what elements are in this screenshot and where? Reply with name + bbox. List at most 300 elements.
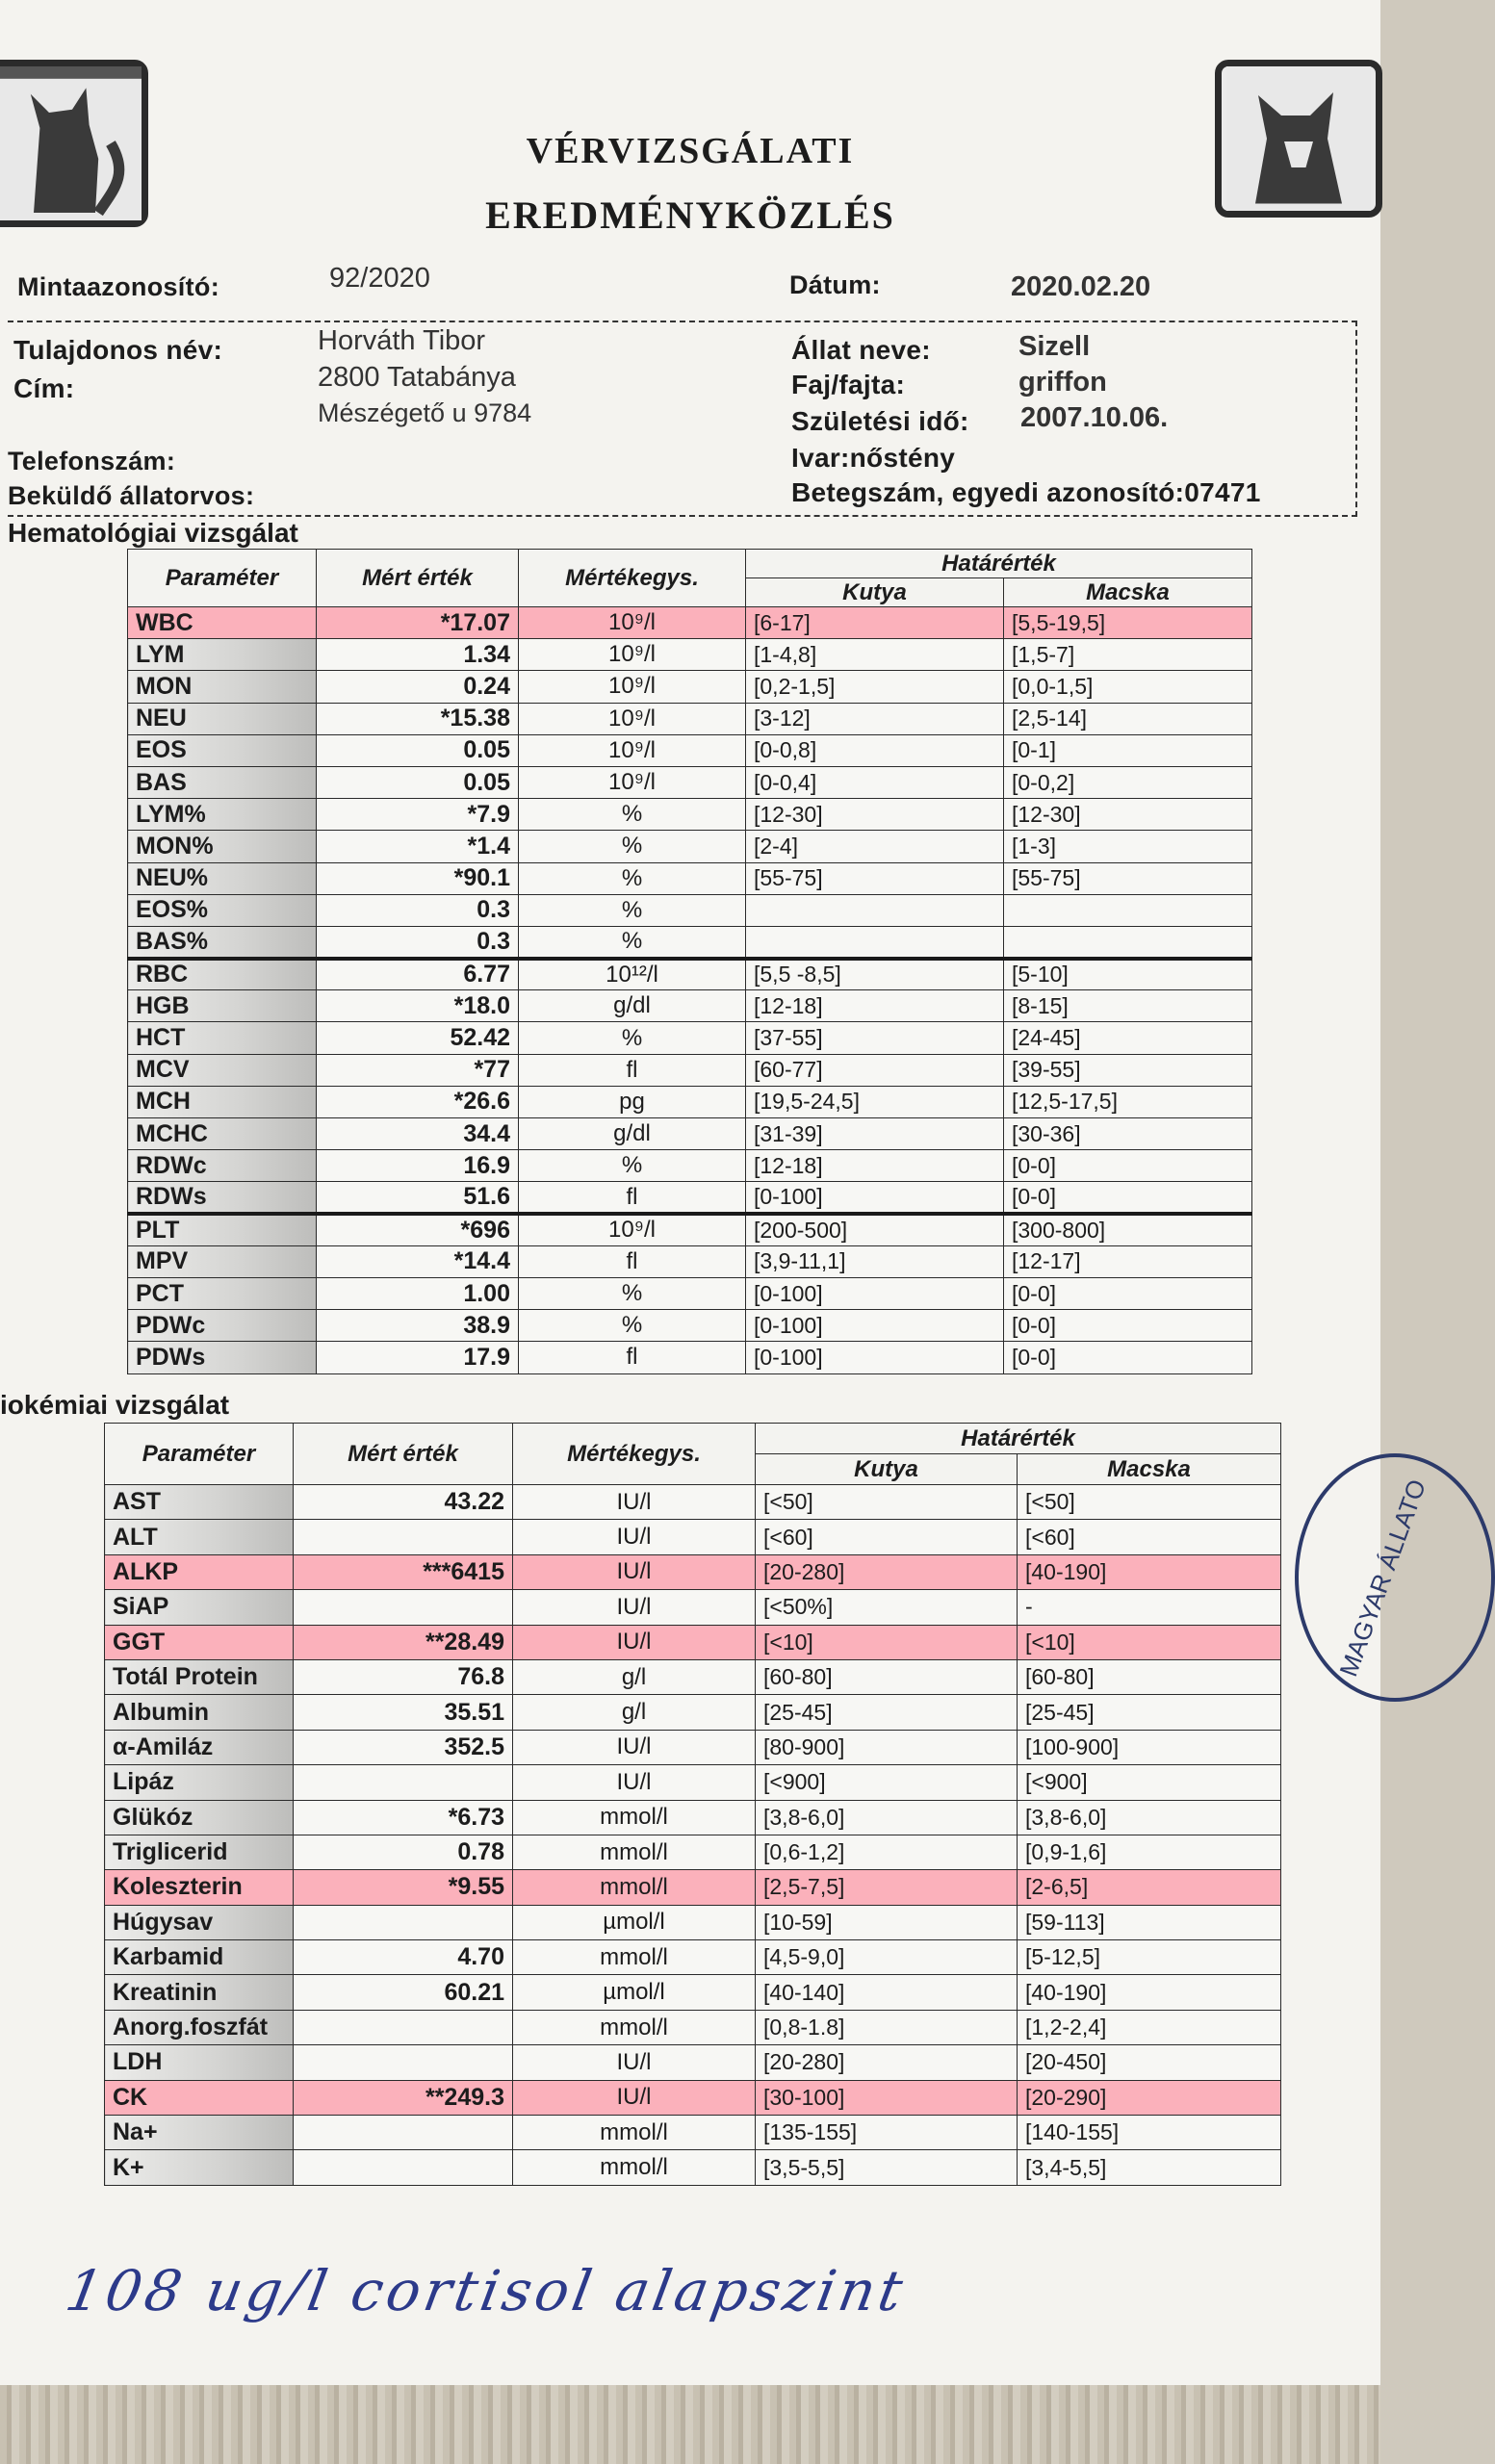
bio-value-cell xyxy=(294,1590,513,1625)
bio-value-cell xyxy=(294,2045,513,2080)
bio-cat-range-cell: [2-6,5] xyxy=(1018,1870,1281,1905)
hem-value-cell: 0.24 xyxy=(317,671,519,703)
bio-value-cell xyxy=(294,1905,513,1939)
bio-value-cell: **249.3 xyxy=(294,2080,513,2115)
bio-param-cell: ALT xyxy=(105,1520,294,1554)
hem-row xyxy=(128,959,1252,990)
hem-param-cell: PCT xyxy=(128,1277,317,1309)
bio-dog-range-cell: [0,6-1,2] xyxy=(756,1835,1018,1869)
bio-value-cell: 352.5 xyxy=(294,1730,513,1764)
hem-cat-range-cell: [1-3] xyxy=(1004,831,1252,862)
bio-cat-range-cell: [5-12,5] xyxy=(1018,1940,1281,1975)
bio-unit-cell: mmol/l xyxy=(513,2150,756,2185)
hem-cat-range-cell: [0-0,2] xyxy=(1004,766,1252,798)
hem-row xyxy=(128,1245,1252,1277)
hem-dog-range-cell: [3,9-11,1] xyxy=(746,1245,1004,1277)
bio-value-cell: *6.73 xyxy=(294,1800,513,1835)
hem-param-cell: MCH xyxy=(128,1086,317,1117)
bio-header-unit: Mértékegys. xyxy=(513,1424,756,1485)
hem-row xyxy=(128,1214,1252,1245)
hem-value-cell: 1.00 xyxy=(317,1277,519,1309)
bio-value-cell: ***6415 xyxy=(294,1554,513,1589)
hem-cat-range-cell: [30-36] xyxy=(1004,1118,1252,1150)
bio-param-cell: Kreatinin xyxy=(105,1975,294,2010)
bio-unit-cell: mmol/l xyxy=(513,1870,756,1905)
bio-param-cell: Totál Protein xyxy=(105,1659,294,1694)
hem-row xyxy=(128,1310,1252,1342)
hem-unit-cell: fl xyxy=(519,1054,746,1086)
bio-header-measured: Mért érték xyxy=(294,1424,513,1485)
hem-row xyxy=(128,766,1252,798)
hem-dog-range-cell: [0-100] xyxy=(746,1277,1004,1309)
hem-header-ref: Határérték xyxy=(746,550,1252,578)
bio-param-cell: Triglicerid xyxy=(105,1835,294,1869)
hem-param-cell: MON% xyxy=(128,831,317,862)
hem-value-cell: 1.34 xyxy=(317,639,519,671)
hem-cat-range-cell: [0-0] xyxy=(1004,1150,1252,1182)
hem-row xyxy=(128,671,1252,703)
bio-header-cat: Macska xyxy=(1018,1454,1281,1485)
bio-unit-cell: IU/l xyxy=(513,1590,756,1625)
bio-value-cell: 4.70 xyxy=(294,1940,513,1975)
hem-value-cell: *15.38 xyxy=(317,703,519,734)
hem-dog-range-cell: [5,5 -8,5] xyxy=(746,959,1004,990)
bio-param-cell: Glükóz xyxy=(105,1800,294,1835)
hem-param-cell: NEU xyxy=(128,703,317,734)
bio-dog-range-cell: [30-100] xyxy=(756,2080,1018,2115)
hem-dog-range-cell: [12-18] xyxy=(746,1150,1004,1182)
bio-dog-range-cell: [40-140] xyxy=(756,1975,1018,2010)
hem-param-cell: PLT xyxy=(128,1214,317,1245)
bio-cat-range-cell: [<10] xyxy=(1018,1625,1281,1659)
hem-value-cell: *17.07 xyxy=(317,607,519,639)
hem-param-cell: HGB xyxy=(128,990,317,1022)
hem-param-cell: BAS xyxy=(128,766,317,798)
hem-param-cell: MCV xyxy=(128,1054,317,1086)
bio-cat-range-cell: [25-45] xyxy=(1018,1695,1281,1730)
stamp xyxy=(1295,1453,1495,1702)
birth-label: Születési idő: xyxy=(791,406,969,436)
bio-dog-range-cell: [20-280] xyxy=(756,1554,1018,1589)
bio-row xyxy=(105,1590,1281,1625)
bio-param-cell: CK xyxy=(105,2080,294,2115)
hem-header-unit: Mértékegys. xyxy=(519,550,746,607)
bio-header-ref: Határérték xyxy=(756,1424,1281,1454)
bio-cat-range-cell: [3,4-5,5] xyxy=(1018,2150,1281,2185)
bio-value-cell: 35.51 xyxy=(294,1695,513,1730)
hem-row xyxy=(128,1150,1252,1182)
hem-row xyxy=(128,799,1252,831)
bio-param-cell: K+ xyxy=(105,2150,294,2185)
date-label: Dátum: xyxy=(789,270,881,299)
hem-header-param: Paraméter xyxy=(128,550,317,607)
hem-row xyxy=(128,1022,1252,1054)
hem-cat-range-cell: [12-30] xyxy=(1004,799,1252,831)
bio-cat-range-cell: [0,9-1,6] xyxy=(1018,1835,1281,1869)
hem-value-cell: *77 xyxy=(317,1054,519,1086)
bio-param-cell: SiAP xyxy=(105,1590,294,1625)
species-value: griffon xyxy=(1018,367,1107,398)
hem-row xyxy=(128,1182,1252,1214)
birth-value: 2007.10.06. xyxy=(1020,402,1169,433)
bio-unit-cell: mmol/l xyxy=(513,1835,756,1869)
hem-unit-cell: % xyxy=(519,799,746,831)
bio-cat-range-cell: - xyxy=(1018,1590,1281,1625)
hem-dog-range-cell: [0-0,4] xyxy=(746,766,1004,798)
hem-header-measured: Mért érték xyxy=(317,550,519,607)
hem-dog-range-cell: [31-39] xyxy=(746,1118,1004,1150)
hem-value-cell: 16.9 xyxy=(317,1150,519,1182)
hem-param-cell: NEU% xyxy=(128,862,317,894)
bio-param-cell: Lipáz xyxy=(105,1765,294,1800)
bio-value-cell xyxy=(294,2150,513,2185)
sample-id-label: Mintaazonosító: xyxy=(17,272,219,301)
hem-cat-range-cell: [12-17] xyxy=(1004,1245,1252,1277)
hem-unit-cell: 10⁹/l xyxy=(519,766,746,798)
hem-cat-range-cell: [0-0] xyxy=(1004,1182,1252,1214)
bio-param-cell: AST xyxy=(105,1485,294,1520)
hem-dog-range-cell: [1-4,8] xyxy=(746,639,1004,671)
bio-cat-range-cell: [100-900] xyxy=(1018,1730,1281,1764)
bio-row xyxy=(105,1765,1281,1800)
hem-dog-range-cell: [6-17] xyxy=(746,607,1004,639)
hem-value-cell: *90.1 xyxy=(317,862,519,894)
bio-row xyxy=(105,2080,1281,2115)
bio-dog-range-cell: [20-280] xyxy=(756,2045,1018,2080)
bio-param-cell: LDH xyxy=(105,2045,294,2080)
bio-unit-cell: mmol/l xyxy=(513,1940,756,1975)
bio-value-cell xyxy=(294,1520,513,1554)
bio-cat-range-cell: [3,8-6,0] xyxy=(1018,1800,1281,1835)
bio-param-cell: Koleszterin xyxy=(105,1870,294,1905)
hem-cat-range-cell: [55-75] xyxy=(1004,862,1252,894)
bio-dog-range-cell: [25-45] xyxy=(756,1695,1018,1730)
hem-row xyxy=(128,1054,1252,1086)
address-line-1: 2800 Tatabánya xyxy=(318,362,516,393)
bio-cat-range-cell: [20-290] xyxy=(1018,2080,1281,2115)
hem-value-cell: *14.4 xyxy=(317,1245,519,1277)
bio-value-cell: 0.78 xyxy=(294,1835,513,1869)
hem-param-cell: MPV xyxy=(128,1245,317,1277)
bio-row xyxy=(105,1520,1281,1554)
bio-unit-cell: IU/l xyxy=(513,1520,756,1554)
hem-cat-range-cell: [8-15] xyxy=(1004,990,1252,1022)
hem-unit-cell: % xyxy=(519,831,746,862)
hem-param-cell: HCT xyxy=(128,1022,317,1054)
bio-unit-cell: mmol/l xyxy=(513,1800,756,1835)
hem-unit-cell: % xyxy=(519,894,746,926)
hem-param-cell: LYM% xyxy=(128,799,317,831)
hem-cat-range-cell: [300-800] xyxy=(1004,1214,1252,1245)
address-label: Cím: xyxy=(13,373,75,403)
hem-cat-range-cell: [0,0-1,5] xyxy=(1004,671,1252,703)
hem-row xyxy=(128,990,1252,1022)
hem-cat-range-cell xyxy=(1004,894,1252,926)
bio-param-cell: Albumin xyxy=(105,1695,294,1730)
hem-value-cell: 0.3 xyxy=(317,926,519,958)
bio-dog-range-cell: [3,8-6,0] xyxy=(756,1800,1018,1835)
handwritten-note-text: 108 ug/l cortisol alapszint xyxy=(61,2258,912,2323)
hem-unit-cell: 10⁹/l xyxy=(519,1214,746,1245)
hem-row xyxy=(128,862,1252,894)
title-line-2: EREDMÉNYKÖZLÉS xyxy=(485,193,895,237)
hem-cat-range-cell: [0-0] xyxy=(1004,1277,1252,1309)
hematology-title: Hematológiai vizsgálat xyxy=(8,518,298,548)
bio-cat-range-cell: [60-80] xyxy=(1018,1659,1281,1694)
bio-cat-range-cell: [20-450] xyxy=(1018,2045,1281,2080)
bio-row xyxy=(105,1835,1281,1869)
bio-cat-range-cell: [1,2-2,4] xyxy=(1018,2010,1281,2044)
bio-dog-range-cell: [135-155] xyxy=(756,2116,1018,2150)
sex-text: Ivar:nőstény xyxy=(791,443,956,473)
hem-value-cell: *26.6 xyxy=(317,1086,519,1117)
hem-dog-range-cell: [37-55] xyxy=(746,1022,1004,1054)
hem-cat-range-cell: [1,5-7] xyxy=(1004,639,1252,671)
bio-cat-range-cell: [40-190] xyxy=(1018,1975,1281,2010)
animal-name-value: Sizell xyxy=(1018,331,1091,362)
hem-value-cell: *1.4 xyxy=(317,831,519,862)
bio-value-cell xyxy=(294,2010,513,2044)
hem-value-cell: 0.3 xyxy=(317,894,519,926)
stamp-text: MAGYAR ÁLLATO xyxy=(1333,1476,1432,1681)
species-label: Faj/fajta: xyxy=(791,370,906,399)
bio-unit-cell: IU/l xyxy=(513,1554,756,1589)
owner-name-label: Tulajdonos név: xyxy=(13,335,223,365)
bio-value-cell: **28.49 xyxy=(294,1625,513,1659)
bio-unit-cell: IU/l xyxy=(513,1625,756,1659)
hem-dog-range-cell: [0-100] xyxy=(746,1310,1004,1342)
bio-dog-range-cell: [<50%] xyxy=(756,1590,1018,1625)
bio-value-cell xyxy=(294,2116,513,2150)
hem-cat-range-cell: [0-0] xyxy=(1004,1310,1252,1342)
bio-header-param: Paraméter xyxy=(105,1424,294,1485)
bio-dog-range-cell: [2,5-7,5] xyxy=(756,1870,1018,1905)
hem-unit-cell: % xyxy=(519,1150,746,1182)
bio-dog-range-cell: [80-900] xyxy=(756,1730,1018,1764)
hem-unit-cell: % xyxy=(519,1277,746,1309)
bio-unit-cell: g/l xyxy=(513,1659,756,1694)
hem-row xyxy=(128,1277,1252,1309)
bio-cat-range-cell: [40-190] xyxy=(1018,1554,1281,1589)
hem-dog-range-cell: [55-75] xyxy=(746,862,1004,894)
hem-param-cell: WBC xyxy=(128,607,317,639)
biochem-title: iokémiai vizsgálat xyxy=(0,1390,230,1420)
bio-value-cell: *9.55 xyxy=(294,1870,513,1905)
hem-unit-cell: 10⁹/l xyxy=(519,671,746,703)
bio-header-dog: Kutya xyxy=(756,1454,1018,1485)
bio-unit-cell: IU/l xyxy=(513,2045,756,2080)
hematology-table xyxy=(127,549,1252,1374)
hem-cat-range-cell: [2,5-14] xyxy=(1004,703,1252,734)
bio-dog-range-cell: [<10] xyxy=(756,1625,1018,1659)
bio-cat-range-cell: [<60] xyxy=(1018,1520,1281,1554)
hem-unit-cell: 10⁹/l xyxy=(519,639,746,671)
hem-param-cell: RDWs xyxy=(128,1182,317,1214)
bio-unit-cell: µmol/l xyxy=(513,1975,756,2010)
bio-dog-range-cell: [4,5-9,0] xyxy=(756,1940,1018,1975)
hem-cat-range-cell: [5,5-19,5] xyxy=(1004,607,1252,639)
bio-row xyxy=(105,1975,1281,2010)
hem-param-cell: LYM xyxy=(128,639,317,671)
bio-dog-range-cell: [3,5-5,5] xyxy=(756,2150,1018,2185)
bio-param-cell: α-Amiláz xyxy=(105,1730,294,1764)
hem-value-cell: *7.9 xyxy=(317,799,519,831)
hem-unit-cell: % xyxy=(519,926,746,958)
bio-unit-cell: mmol/l xyxy=(513,2010,756,2044)
biochem-rows xyxy=(105,1485,1281,2186)
bio-param-cell: ALKP xyxy=(105,1554,294,1589)
hem-dog-range-cell: [19,5-24,5] xyxy=(746,1086,1004,1117)
bio-dog-range-cell: [<50] xyxy=(756,1485,1018,1520)
hem-value-cell: 52.42 xyxy=(317,1022,519,1054)
hem-dog-range-cell: [12-18] xyxy=(746,990,1004,1022)
bio-dog-range-cell: [<60] xyxy=(756,1520,1018,1554)
hem-unit-cell: fl xyxy=(519,1182,746,1214)
hem-unit-cell: % xyxy=(519,1022,746,1054)
hem-row xyxy=(128,734,1252,766)
bio-row xyxy=(105,1730,1281,1764)
hem-row xyxy=(128,926,1252,958)
bio-cat-range-cell: [<900] xyxy=(1018,1765,1281,1800)
hem-value-cell: 6.77 xyxy=(317,959,519,990)
hem-row xyxy=(128,607,1252,639)
bio-cat-range-cell: [140-155] xyxy=(1018,2116,1281,2150)
bio-row xyxy=(105,1870,1281,1905)
hem-value-cell: *696 xyxy=(317,1214,519,1245)
hem-cat-range-cell: [0-1] xyxy=(1004,734,1252,766)
biochem-table xyxy=(104,1423,1281,2186)
bio-unit-cell: IU/l xyxy=(513,1730,756,1764)
hem-unit-cell: g/dl xyxy=(519,990,746,1022)
bio-dog-range-cell: [<900] xyxy=(756,1765,1018,1800)
hem-value-cell: 34.4 xyxy=(317,1118,519,1150)
vet-label: Beküldő állatorvos: xyxy=(8,481,255,510)
hem-dog-range-cell: [0-100] xyxy=(746,1342,1004,1373)
hem-unit-cell: 10⁹/l xyxy=(519,607,746,639)
sample-id-value: 92/2020 xyxy=(329,263,430,294)
hem-unit-cell: fl xyxy=(519,1245,746,1277)
bio-row xyxy=(105,1485,1281,1520)
hem-dog-range-cell: [0,2-1,5] xyxy=(746,671,1004,703)
hem-dog-range-cell xyxy=(746,894,1004,926)
hem-unit-cell: pg xyxy=(519,1086,746,1117)
hem-param-cell: RBC xyxy=(128,959,317,990)
hem-param-cell: PDWc xyxy=(128,1310,317,1342)
hem-cat-range-cell: [39-55] xyxy=(1004,1054,1252,1086)
case-text: Betegszám, egyedi azonosító:07471 xyxy=(791,477,1261,507)
bio-row xyxy=(105,1800,1281,1835)
hem-header-dog: Kutya xyxy=(746,578,1004,607)
date-value: 2020.02.20 xyxy=(1011,271,1151,302)
hem-param-cell: BAS% xyxy=(128,926,317,958)
bio-unit-cell: g/l xyxy=(513,1695,756,1730)
hem-dog-range-cell xyxy=(746,926,1004,958)
hem-dog-range-cell: [0-100] xyxy=(746,1182,1004,1214)
bio-value-cell xyxy=(294,1765,513,1800)
hem-dog-range-cell: [2-4] xyxy=(746,831,1004,862)
animal-name-label: Állat neve: xyxy=(791,335,931,365)
hem-unit-cell: fl xyxy=(519,1342,746,1373)
bio-row xyxy=(105,2045,1281,2080)
hem-param-cell: MON xyxy=(128,671,317,703)
hem-row xyxy=(128,639,1252,671)
bio-unit-cell: IU/l xyxy=(513,2080,756,2115)
hem-cat-range-cell: [12,5-17,5] xyxy=(1004,1086,1252,1117)
hem-row xyxy=(128,1118,1252,1150)
bio-row xyxy=(105,1905,1281,1939)
bio-unit-cell: mmol/l xyxy=(513,2116,756,2150)
bio-value-cell: 76.8 xyxy=(294,1659,513,1694)
hem-param-cell: EOS% xyxy=(128,894,317,926)
hem-unit-cell: % xyxy=(519,862,746,894)
hem-value-cell: 0.05 xyxy=(317,766,519,798)
bio-dog-range-cell: [10-59] xyxy=(756,1905,1018,1939)
hem-value-cell: *18.0 xyxy=(317,990,519,1022)
hem-value-cell: 0.05 xyxy=(317,734,519,766)
bio-row xyxy=(105,1940,1281,1975)
handwritten-note xyxy=(61,2233,934,2339)
hem-row xyxy=(128,831,1252,862)
hem-value-cell: 17.9 xyxy=(317,1342,519,1373)
bio-row xyxy=(105,1695,1281,1730)
bio-dog-range-cell: [0,8-1.8] xyxy=(756,2010,1018,2044)
bio-cat-range-cell: [<50] xyxy=(1018,1485,1281,1520)
bio-row xyxy=(105,1625,1281,1659)
bio-value-cell: 43.22 xyxy=(294,1485,513,1520)
bio-param-cell: Anorg.foszfát xyxy=(105,2010,294,2044)
bio-row xyxy=(105,1554,1281,1589)
hem-unit-cell: g/dl xyxy=(519,1118,746,1150)
hem-unit-cell: 10⁹/l xyxy=(519,703,746,734)
hem-param-cell: MCHC xyxy=(128,1118,317,1150)
hem-dog-range-cell: [60-77] xyxy=(746,1054,1004,1086)
bio-value-cell: 60.21 xyxy=(294,1975,513,2010)
bio-param-cell: Karbamid xyxy=(105,1940,294,1975)
bio-cat-range-cell: [59-113] xyxy=(1018,1905,1281,1939)
hem-param-cell: PDWs xyxy=(128,1342,317,1373)
hem-cat-range-cell xyxy=(1004,926,1252,958)
bio-row xyxy=(105,2116,1281,2150)
hem-unit-cell: 10⁹/l xyxy=(519,734,746,766)
hem-cat-range-cell: [24-45] xyxy=(1004,1022,1252,1054)
hem-unit-cell: 10¹²/l xyxy=(519,959,746,990)
owner-name-value: Horváth Tibor xyxy=(318,325,486,356)
handwriting-ink xyxy=(61,2233,934,2339)
hem-value-cell: 38.9 xyxy=(317,1310,519,1342)
bio-param-cell: GGT xyxy=(105,1625,294,1659)
hem-dog-range-cell: [12-30] xyxy=(746,799,1004,831)
hem-header-cat: Macska xyxy=(1004,578,1252,607)
address-line-2: Mészégető u 9784 xyxy=(318,398,532,427)
title-line-1: VÉRVIZSGÁLATI xyxy=(526,131,855,171)
hem-value-cell: 51.6 xyxy=(317,1182,519,1214)
background-floor xyxy=(0,2385,1380,2464)
hem-param-cell: RDWc xyxy=(128,1150,317,1182)
bio-row xyxy=(105,2150,1281,2185)
hem-cat-range-cell: [5-10] xyxy=(1004,959,1252,990)
hem-row xyxy=(128,894,1252,926)
hem-row xyxy=(128,703,1252,734)
hem-unit-cell: % xyxy=(519,1310,746,1342)
hem-dog-range-cell: [200-500] xyxy=(746,1214,1004,1245)
bio-param-cell: Na+ xyxy=(105,2116,294,2150)
hem-dog-range-cell: [0-0,8] xyxy=(746,734,1004,766)
bio-param-cell: Húgysav xyxy=(105,1905,294,1939)
phone-label: Telefonszám: xyxy=(8,447,176,475)
hem-row xyxy=(128,1342,1252,1373)
bio-row xyxy=(105,2010,1281,2044)
bio-unit-cell: IU/l xyxy=(513,1765,756,1800)
